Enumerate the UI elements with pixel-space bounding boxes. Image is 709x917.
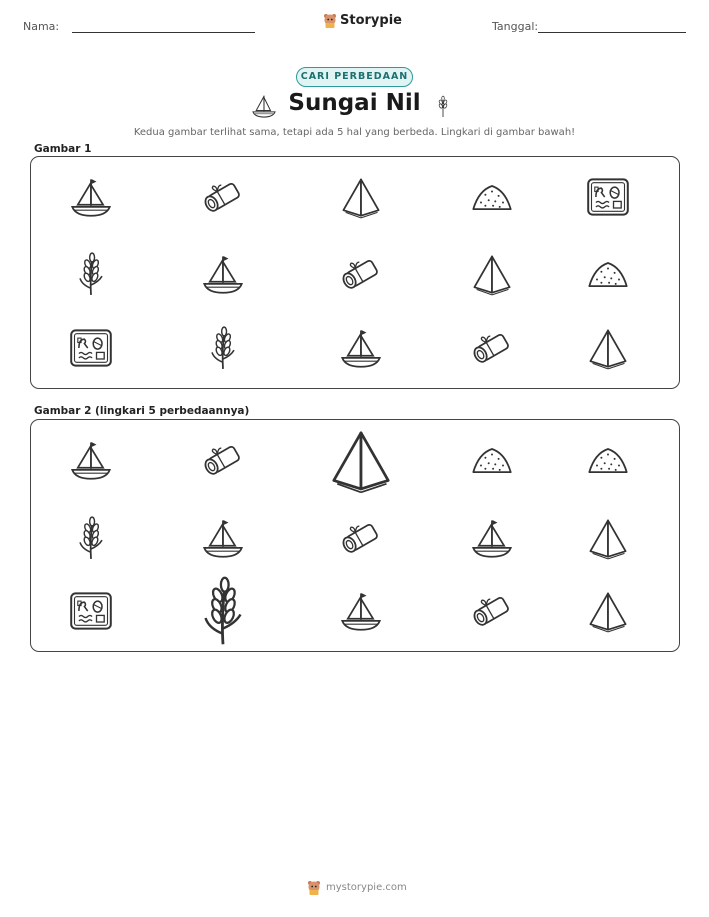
wheat-icon[interactable] bbox=[188, 576, 258, 646]
hieroglyph-tablet-icon bbox=[586, 175, 630, 219]
name-label: Nama: bbox=[23, 20, 60, 33]
hieroglyph-tablet-icon[interactable] bbox=[69, 589, 113, 633]
pyramid-icon bbox=[470, 252, 514, 296]
boat-icon[interactable] bbox=[69, 438, 113, 482]
footer bbox=[307, 880, 407, 895]
page-title: Sungai Nil bbox=[288, 90, 421, 116]
title-wheat-icon bbox=[432, 90, 454, 122]
pyramid-icon bbox=[339, 175, 383, 219]
pyramid-icon[interactable] bbox=[586, 516, 630, 560]
boat-icon bbox=[339, 326, 383, 370]
sand-pile-icon[interactable] bbox=[470, 438, 514, 482]
footer-bear-icon bbox=[307, 880, 321, 895]
scroll-icon[interactable] bbox=[201, 438, 245, 482]
storypie-logo bbox=[323, 13, 402, 28]
sand-pile-icon bbox=[470, 175, 514, 219]
scroll-icon[interactable] bbox=[339, 516, 383, 560]
brand-name: Storypie bbox=[340, 13, 402, 28]
pyramid-icon[interactable] bbox=[586, 589, 630, 633]
hieroglyph-tablet-icon bbox=[69, 326, 113, 370]
scroll-icon bbox=[339, 252, 383, 296]
wheat-icon bbox=[69, 252, 113, 296]
scroll-icon[interactable] bbox=[470, 589, 514, 633]
instructions: Kedua gambar terlihat sama, tetapi ada 5 hal yang berbeda. Lingkari di gambar bawah! bbox=[133, 127, 576, 138]
activity-badge: CARI PERBEDAAN bbox=[296, 67, 413, 87]
sand-pile-icon bbox=[586, 252, 630, 296]
boat-icon bbox=[69, 175, 113, 219]
footer-site: mystorypie.com bbox=[326, 882, 407, 893]
scroll-icon bbox=[470, 326, 514, 370]
date-label: Tanggal: bbox=[492, 20, 539, 33]
boat-icon[interactable] bbox=[201, 516, 245, 560]
bear-mascot-icon bbox=[323, 13, 337, 28]
pyramid-icon bbox=[586, 326, 630, 370]
boat-icon[interactable] bbox=[339, 589, 383, 633]
wheat-icon[interactable] bbox=[69, 516, 113, 560]
boat-icon bbox=[201, 252, 245, 296]
boat-icon[interactable] bbox=[470, 516, 514, 560]
picture2-label: Gambar 2 (lingkari 5 perbedaannya) bbox=[34, 405, 250, 417]
pyramid-icon[interactable] bbox=[327, 426, 395, 494]
wheat-icon bbox=[201, 326, 245, 370]
sand-pile-icon[interactable] bbox=[586, 438, 630, 482]
scroll-icon bbox=[201, 175, 245, 219]
name-field[interactable] bbox=[72, 32, 255, 33]
picture1-label: Gambar 1 bbox=[34, 143, 92, 155]
date-field[interactable] bbox=[538, 32, 686, 33]
